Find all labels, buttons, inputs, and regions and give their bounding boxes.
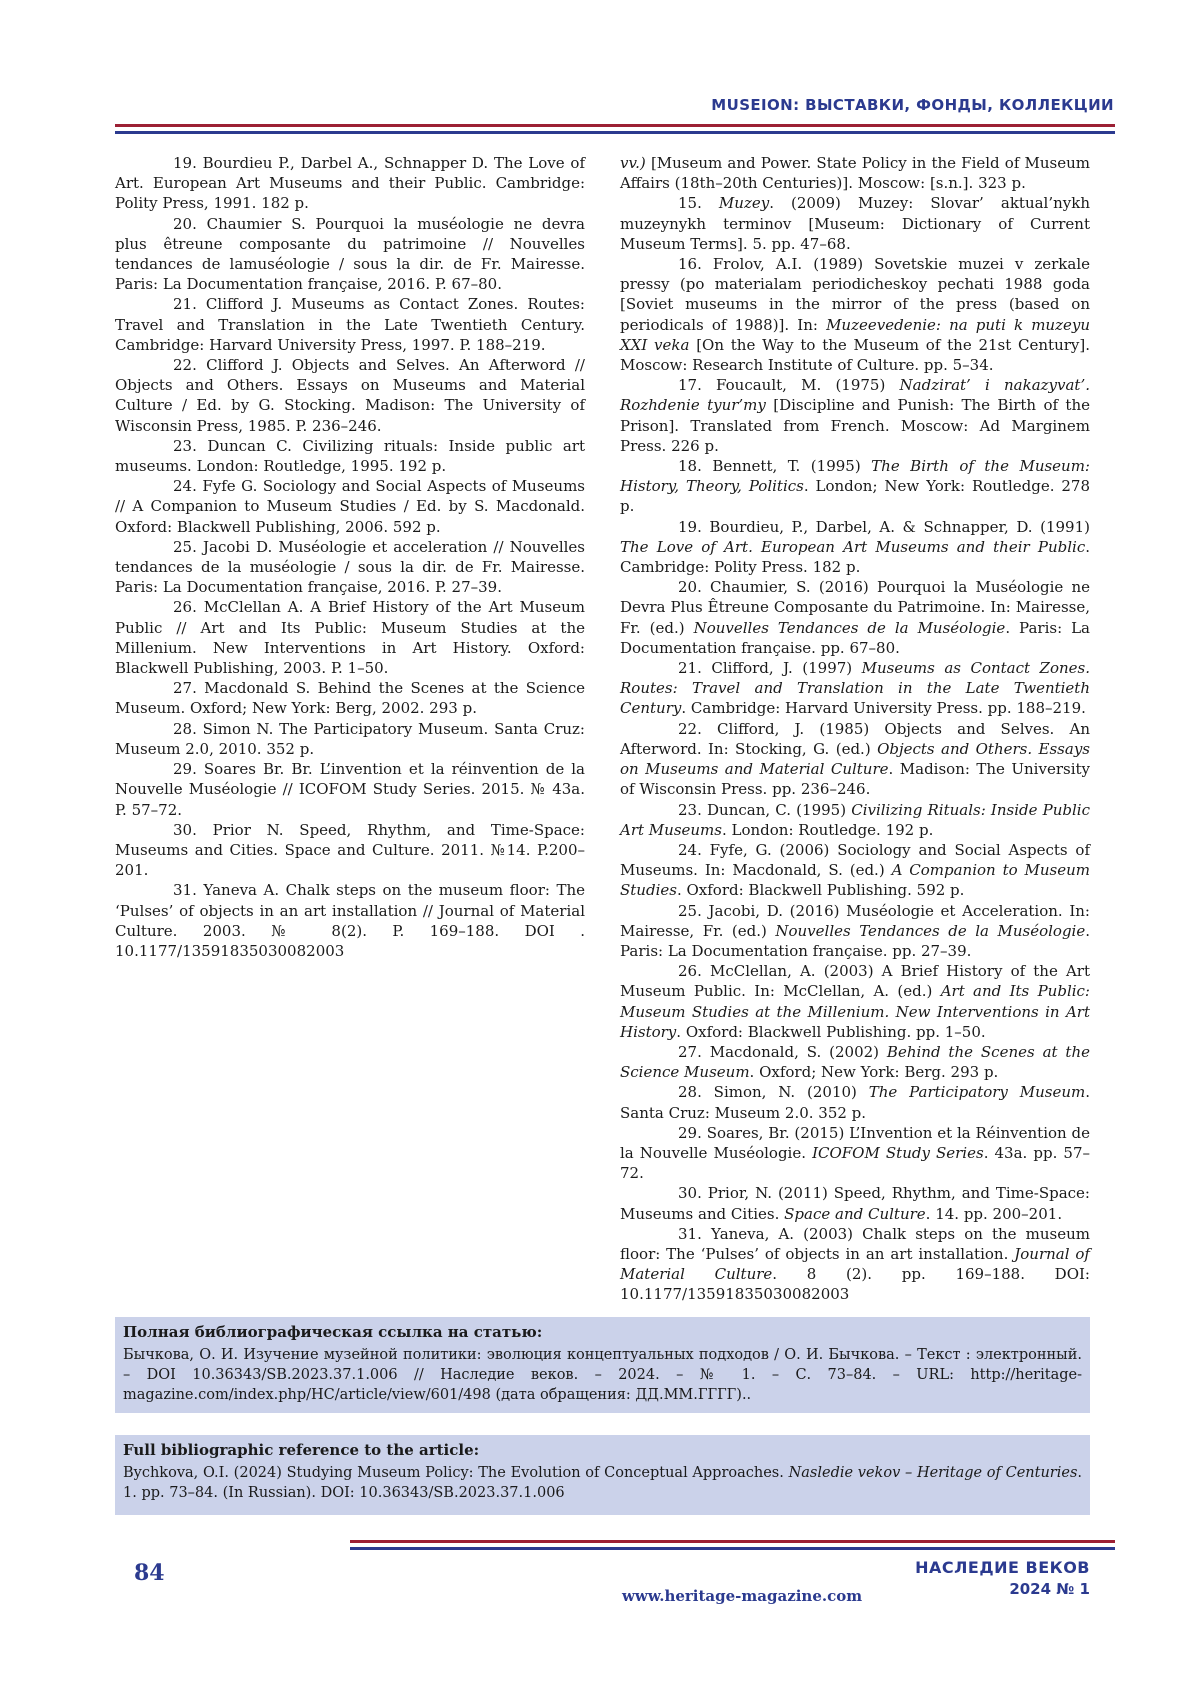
reference-item-continued: vv.) [Museum and Power. State Policy in the Field of Museum Affairs (18th–20th Centuries)]. Moscow: [s.n.]. 323 p. [620,154,1090,193]
reference-item: 28. Simon, N. (2010) The Participatory Museum. Santa Cruz: Museum 2.0. 352 p. [620,1083,1090,1122]
bibliographic-reference-title: Full bibliographic reference to the article: [123,1441,480,1459]
footer-rule-red [350,1540,1115,1543]
section-title: MUSEION: ВЫСТАВКИ, ФОНДЫ, КОЛЛЕКЦИИ [711,96,1114,114]
reference-item: 25. Jacobi, D. (2016) Muséologie et Acceleration. In: Mairesse, Fr. (ed.) Nouvelles Tendances de la Muséologie. Paris: La Documentation française. pp. 27–39. [620,901,1091,960]
website-url: www.heritage-magazine.com [622,1587,863,1605]
reference-item: 20. Chaumier S. Pourquoi la muséologie ne devra plus êtreune composante du patrimoine // Nouvelles tendances de lamuséologie / sous la dir. de Fr. Mairesse. Paris: La Documentation française, 2016. P. 67–80. [115,214,585,294]
footer-rule-blue [350,1547,1115,1550]
reference-item: 20. Chaumier, S. (2016) Pourquoi la Muséologie ne Devra Plus Êtreune Composante du Patrimoine. In: Mairesse, Fr. (ed.) Nouvelles Tendances de la Muséologie. Paris: La Documentation française. pp. 67–80. [620,578,1090,657]
reference-item: 27. Macdonald, S. (2002) Behind the Scenes at the Science Museum. Oxford; New York: Berg. 293 p. [620,1042,1090,1082]
reference-item: 18. Bennett, T. (1995) The Birth of the Museum: History, Theory, Politics. London; New York: Routledge. 278 p. [620,457,1090,516]
references-right-column [620,153,1090,1305]
reference-item: 24. Fyfe, G. (2006) Sociology and Social Aspects of Museums. In: Macdonald, S. (ed.) A Companion to Museum Studies. Oxford: Blackwell Publishing. 592 p. [620,840,1090,900]
reference-item: 29. Soares, Br. (2015) L’Invention et la Réinvention de la Nouvelle Muséologie. ICOFOM Study Series. 43a. pp. 57–72. [620,1123,1090,1183]
bibliographic-reference-en [115,1435,1090,1515]
reference-item: 17. Foucault, M. (1975) Nadzirat’ i nakazyvat’. Rozhdenie tyur’my [Discipline and Punish: The Birth of the Prison]. Translated from French. Moscow: Ad Marginem Press. 226 p. [620,376,1090,455]
reference-item: 29. Soares Br. Br. L’invention et la réinvention de la Nouvelle Muséologie // ICOFOM Study Series. 2015. № 43a. P. 57–72. [115,760,585,819]
header-rule-red [115,124,1115,127]
bibliographic-reference-text: Bychkova, O.I. (2024) Studying Museum Policy: The Evolution of Conceptual Approaches. Nasledie vekov – Heritage of Centuries. 1. pp. 73–84. (In Russian). DOI: 10.36343/SB.2023.37.1.006 [123,1465,1082,1501]
reference-item: 22. Clifford J. Objects and Selves. An Afterword // Objects and Others. Essays on Museums and Material Culture / Ed. by G. Stocking. Madison: The University of Wisconsin Press, 1985. P. 236–246. [115,356,585,435]
reference-item: 31. Yaneva A. Chalk steps on the museum floor: The ‘Pulses’ of objects in an art installation // Journal of Material Culture. 2003. № 8(2). P. 169–188. DOI . 10.1177/13591835030082003 [115,881,585,960]
reference-item: 25. Jacobi D. Muséologie et acceleration // Nouvelles tendances de la muséologie / sous la dir. de Fr. Mairesse. Paris: La Documentation française, 2016. P. 27–39. [115,537,585,597]
reference-item: 27. Macdonald S. Behind the Scenes at the Science Museum. Oxford; New York: Berg, 2002. 293 p. [115,679,585,718]
bibliographic-reference-ru [115,1317,1090,1413]
reference-item: 23. Duncan C. Civilizing rituals: Inside public art museums. London: Routledge, 1995. 192 p. [115,436,585,476]
reference-item: 30. Prior, N. (2011) Speed, Rhythm, and Time-Space: Museums and Cities. Space and Culture. 14. pp. 200–201. [620,1184,1090,1223]
reference-item: 26. McClellan, A. (2003) A Brief History of the Art Museum Public. In: McClellan, A. (ed.) Art and Its Public: Museum Studies at the Millenium. New Interventions in Art History. Oxford: Blackwell Publishing. pp. 1–50. [620,962,1090,1041]
reference-item: 24. Fyfe G. Sociology and Social Aspects of Museums // A Companion to Museum Studies / Ed. by S. Macdonald. Oxford: Blackwell Publishing, 2006. 592 p. [115,477,585,536]
reference-item: 21. Clifford J. Museums as Contact Zones. Routes: Travel and Translation in the Late Twentieth Century. Cambridge: Harvard University Press, 1997. P. 188–219. [115,295,585,354]
page-number: 84 [134,1560,165,1586]
reference-item: 26. McClellan A. A Brief History of the Art Museum Public // Art and Its Public: Museum Studies at the Millenium. New Interventions in Art History. Oxford: Blackwell Publishing, 2003. P. 1–50. [115,598,585,678]
reference-item: 23. Duncan, C. (1995) Civilizing Rituals: Inside Public Art Museums. London: Routledge. 192 p. [620,800,1090,839]
reference-item: 19. Bourdieu P., Darbel A., Schnapper D. The Love of Art. European Art Museums and their Public. Cambridge: Polity Press, 1991. 182 p. [115,154,585,213]
journal-masthead [915,1558,1090,1598]
header-rule-blue [115,131,1115,134]
reference-item: 16. Frolov, A.I. (1989) Sovetskie muzei v zerkale pressy (po materialam periodicheskoy pechati 1988 goda [Soviet museums in the mirror of the press (based on periodicals of 1988)]. In: Muzeevedenie: na puti k muzeyu XXI veka [On the Way to the Museum of the 21st Century]. Moscow: Research Institute of Culture. pp. 5–34. [620,255,1091,375]
bibliographic-reference-text: Бычкова, О. И. Изучение музейной политики: эволюция концептуальных подходов / О. И. Бычкова. – Текст : электронный. – DOI 10.36343/SB.2023.37.1.006 // Наследие веков. – 2024. – № 1. – С. 73–84. – URL: http://heritage-magazine.com/index.php/HC/article/view/601/498 (дата обращения: ДД.ММ.ГГГГ).. [123,1347,1082,1403]
reference-item: 15. Muzey. (2009) Muzey: Slovar’ aktual’nykh muzeynykh terminov [Museum: Dictionary of Current Museum Terms]. 5. pp. 47–68. [620,194,1090,253]
reference-item: 22. Clifford, J. (1985) Objects and Selves. An Afterword. In: Stocking, G. (ed.) Objects and Others. Essays on Museums and Material Culture. Madison: The University of Wisconsin Press. pp. 236–246. [620,719,1090,799]
reference-item: 31. Yaneva, A. (2003) Chalk steps on the museum floor: The ‘Pulses’ of objects in an art installation. Journal of Material Culture. 8 (2). pp. 169–188. DOI: 10.1177/13591835030082003 [620,1224,1090,1304]
reference-item: 28. Simon N. The Participatory Museum. Santa Cruz: Museum 2.0, 2010. 352 p. [115,719,585,758]
journal-name: НАСЛЕДИЕ ВЕКОВ [915,1558,1090,1577]
references-left-column [115,153,585,961]
bibliographic-reference-title: Полная библиографическая ссылка на статью: [123,1323,543,1341]
reference-item: 30. Prior N. Speed, Rhythm, and Time-Space: Museums and Cities. Space and Culture. 2011. №14. P.200–201. [115,820,585,880]
reference-item: 21. Clifford, J. (1997) Museums as Contact Zones. Routes: Travel and Translation in the Late Twentieth Century. Cambridge: Harvard University Press. pp. 188–219. [620,659,1090,718]
journal-issue: 2024 № 1 [1009,1580,1090,1598]
reference-item: 19. Bourdieu, P., Darbel, A. & Schnapper, D. (1991) The Love of Art. European Art Museums and their Public. Cambridge: Polity Press. 182 p. [620,517,1090,577]
